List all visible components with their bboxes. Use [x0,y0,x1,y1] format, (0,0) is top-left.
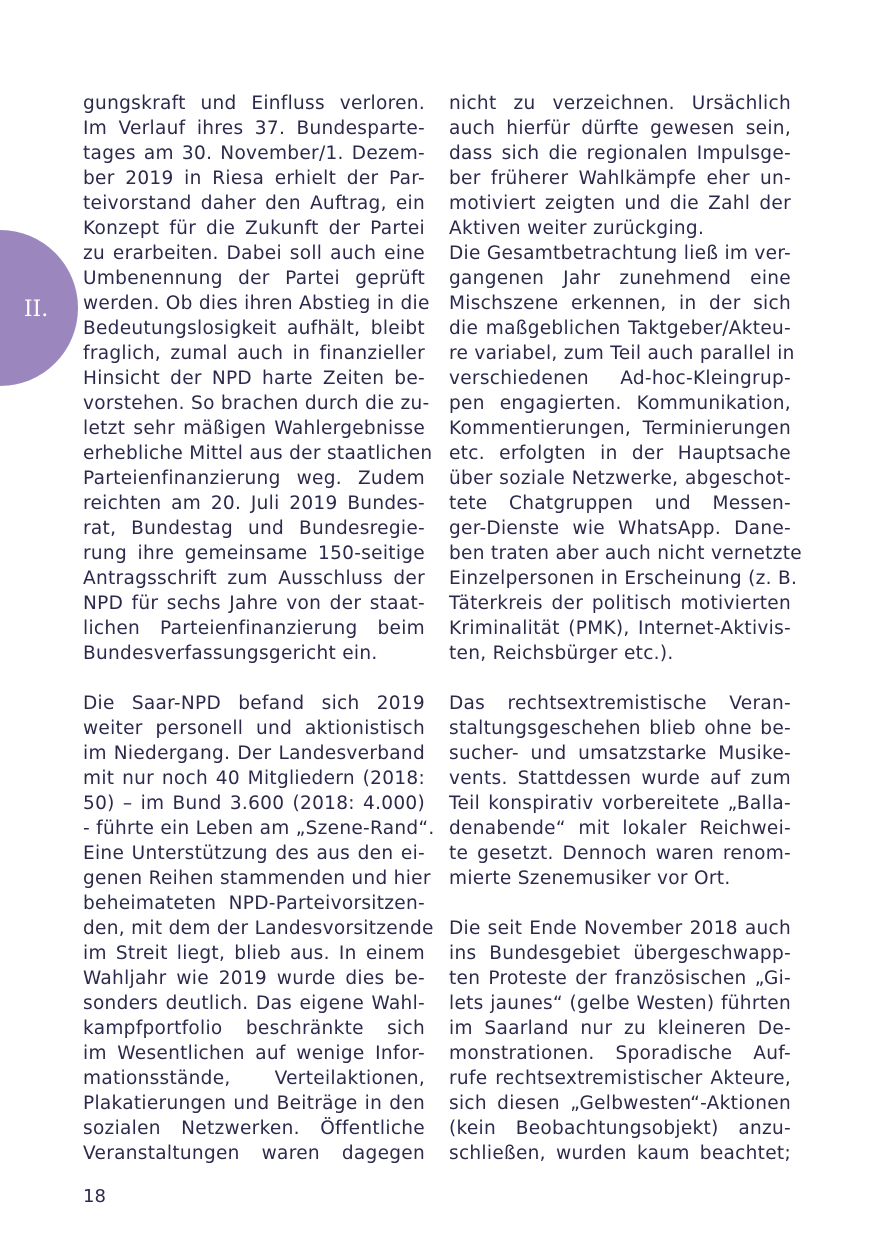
text-line: rung ihre gemeinsame 150-seitige [83,543,425,564]
text-line: vents. Stattdessen wurde auf zum [449,768,791,789]
text-line: genen Reihen stammenden und hier [83,868,431,889]
text-line: (kein Beobachtungsobjekt) anzu- [449,1118,791,1139]
text-line: ten Proteste der französischen „Gi- [449,968,791,989]
right-paragraph-3 [449,691,791,891]
text-line: mit nur noch 40 Mitgliedern (2018: [83,768,425,789]
text-line: nicht zu verzeichnen. Ursächlich [449,93,791,114]
text-line: zu erarbeiten. Dabei soll auch eine [83,243,425,264]
text-line: Veranstaltungen waren dagegen [83,1143,425,1164]
text-line: sich diesen „Gelbwesten“-Aktionen [449,1093,791,1114]
text-line: - führte ein Leben am „Szene-Rand“. [83,818,435,839]
left-column [83,91,435,1166]
text-line: den, mit dem der Landesvorsitzende [83,918,434,939]
right-paragraph-1 [449,91,791,241]
text-line: monstrationen. Sporadische Auf- [449,1043,791,1064]
text-line: mierte Szenemusiker vor Ort. [449,868,731,889]
text-line: denabende“ mit lokaler Reichwei- [449,818,791,839]
text-line: Das rechtsextremistische Veran- [449,693,791,714]
text-line: letzt sehr mäßigen Wahlergebnisse [83,418,425,439]
text-line: Antragsschrift zum Ausschluss der [83,568,425,589]
text-line: ger-Dienste wie WhatsApp. Dane- [449,518,791,539]
text-line: gangenen Jahr zunehmend eine [449,268,791,289]
text-line: schließen, wurden kaum beachtet; [449,1143,791,1164]
text-line: Täterkreis der politisch motivierten [449,593,791,614]
text-line: mationsstände, Verteilaktionen, [83,1068,425,1089]
text-line: Bedeutungslosigkeit aufhält, bleibt [83,318,425,339]
text-line: Aktiven weiter zurückging. [449,218,705,239]
text-line: sucher- und umsatzstarke Musike- [449,743,791,764]
text-line: ins Bundesgebiet übergeschwapp- [449,943,791,964]
text-line: Teil konspirativ vorbereitete „Balla- [449,793,791,814]
text-line: Plakatierungen und Beiträge in den [83,1093,425,1114]
text-line: pen engagierten. Kommunikation, [449,393,791,414]
right-column [449,91,802,1166]
right-paragraph-4 [449,916,791,1166]
text-line: Eine Unterstützung des aus den ei- [83,843,425,864]
text-line: weiter personell und aktionistisch [83,718,425,739]
text-line: Die Gesamtbetrachtung ließ im ver- [449,243,792,264]
text-line: fraglich, zumal auch in finanzieller [83,343,425,364]
text-line: Mischszene erkennen, in der sich [449,293,791,314]
text-line: verschiedenen Ad-hoc-Kleingrup- [449,368,791,389]
text-line: Im Verlauf ihres 37. Bundesparte- [83,118,425,139]
text-line: vorstehen. So brachen durch die zu- [83,393,430,414]
text-line: motiviert zeigten und die Zahl der [449,193,791,214]
text-line: Wahljahr wie 2019 wurde dies be- [83,968,425,989]
text-line: tages am 30. November/1. Dezem- [83,143,425,164]
text-line: Konzept für die Zukunft der Partei [83,218,425,239]
text-line: kampfportfolio beschränkte sich [83,1018,425,1039]
text-line: sozialen Netzwerken. Öffentliche [83,1118,425,1139]
text-line: Parteienfinanzierung weg. Zudem [83,468,425,489]
text-line: rat, Bundestag und Bundesregie- [83,518,425,539]
text-line: lets jaunes“ (gelbe Westen) führten [449,993,791,1014]
right-paragraph-2 [449,241,802,666]
text-line: Einzelpersonen in Erscheinung (z. B. [449,568,798,589]
text-line: te gesetzt. Dennoch waren renom- [449,843,791,864]
text-line: im Niedergang. Der Landesverband [83,743,425,764]
text-line: dass sich die regionalen Impulsge- [449,143,791,164]
text-line: auch hierfür dürfte gewesen sein, [449,118,791,139]
text-line: Die seit Ende November 2018 auch [449,918,791,939]
text-line: staltungsgeschehen blieb ohne be- [449,718,791,739]
left-paragraph-1 [83,91,433,666]
text-line: im Wesentlichen auf wenige Infor- [83,1043,425,1064]
text-line: etc. erfolgten in der Hauptsache [449,443,791,464]
text-line: lichen Parteienfinanzierung beim [83,618,425,639]
page-number: 18 [83,1186,106,1207]
text-line: im Streit liegt, blieb aus. In einem [83,943,425,964]
text-line: 50) – im Bund 3.600 (2018: 4.000) [83,793,425,814]
text-line: Kommentierungen, Terminierungen [449,418,791,439]
text-line: re variabel, zum Teil auch parallel in [449,343,795,364]
text-line: gungskraft und Einfluss verloren. [83,93,425,114]
text-line: ber 2019 in Riesa erhielt der Par- [83,168,425,189]
left-paragraph-2 [83,691,435,1166]
text-line: ber früherer Wahlkämpfe eher un- [449,168,791,189]
text-line: beheimateten NPD-Parteivorsitzen- [83,893,425,914]
text-line: die maßgeblichen Taktgeber/Akteu- [449,318,791,339]
text-line: im Saarland nur zu kleineren De- [449,1018,791,1039]
text-line: werden. Ob dies ihren Abstieg in die [83,293,430,314]
text-line: ten, Reichsbürger etc.). [449,643,674,664]
text-line: ben traten aber auch nicht vernetzte [449,543,802,564]
text-line: Kriminalität (PMK), Internet-Aktivis- [449,618,791,639]
text-line: sonders deutlich. Das eigene Wahl- [83,993,425,1014]
text-line: tete Chatgruppen und Messen- [449,493,791,514]
text-line: Die Saar-NPD befand sich 2019 [83,693,425,714]
text-line: rufe rechtsextremistischer Akteure, [449,1068,791,1089]
section-tab-label: II. [23,297,49,322]
text-line: über soziale Netzwerke, abgeschot- [449,468,791,489]
text-line: NPD für sechs Jahre von der staat- [83,593,425,614]
text-line: reichten am 20. Juli 2019 Bundes- [83,493,425,514]
text-line: Umbenennung der Partei geprüft [83,268,425,289]
text-line: erhebliche Mittel aus der staatlichen [83,443,433,464]
text-line: Bundesverfassungsgericht ein. [83,643,378,664]
text-line: teivorstand daher den Auftrag, ein [83,193,425,214]
text-line: Hinsicht der NPD harte Zeiten be- [83,368,425,389]
